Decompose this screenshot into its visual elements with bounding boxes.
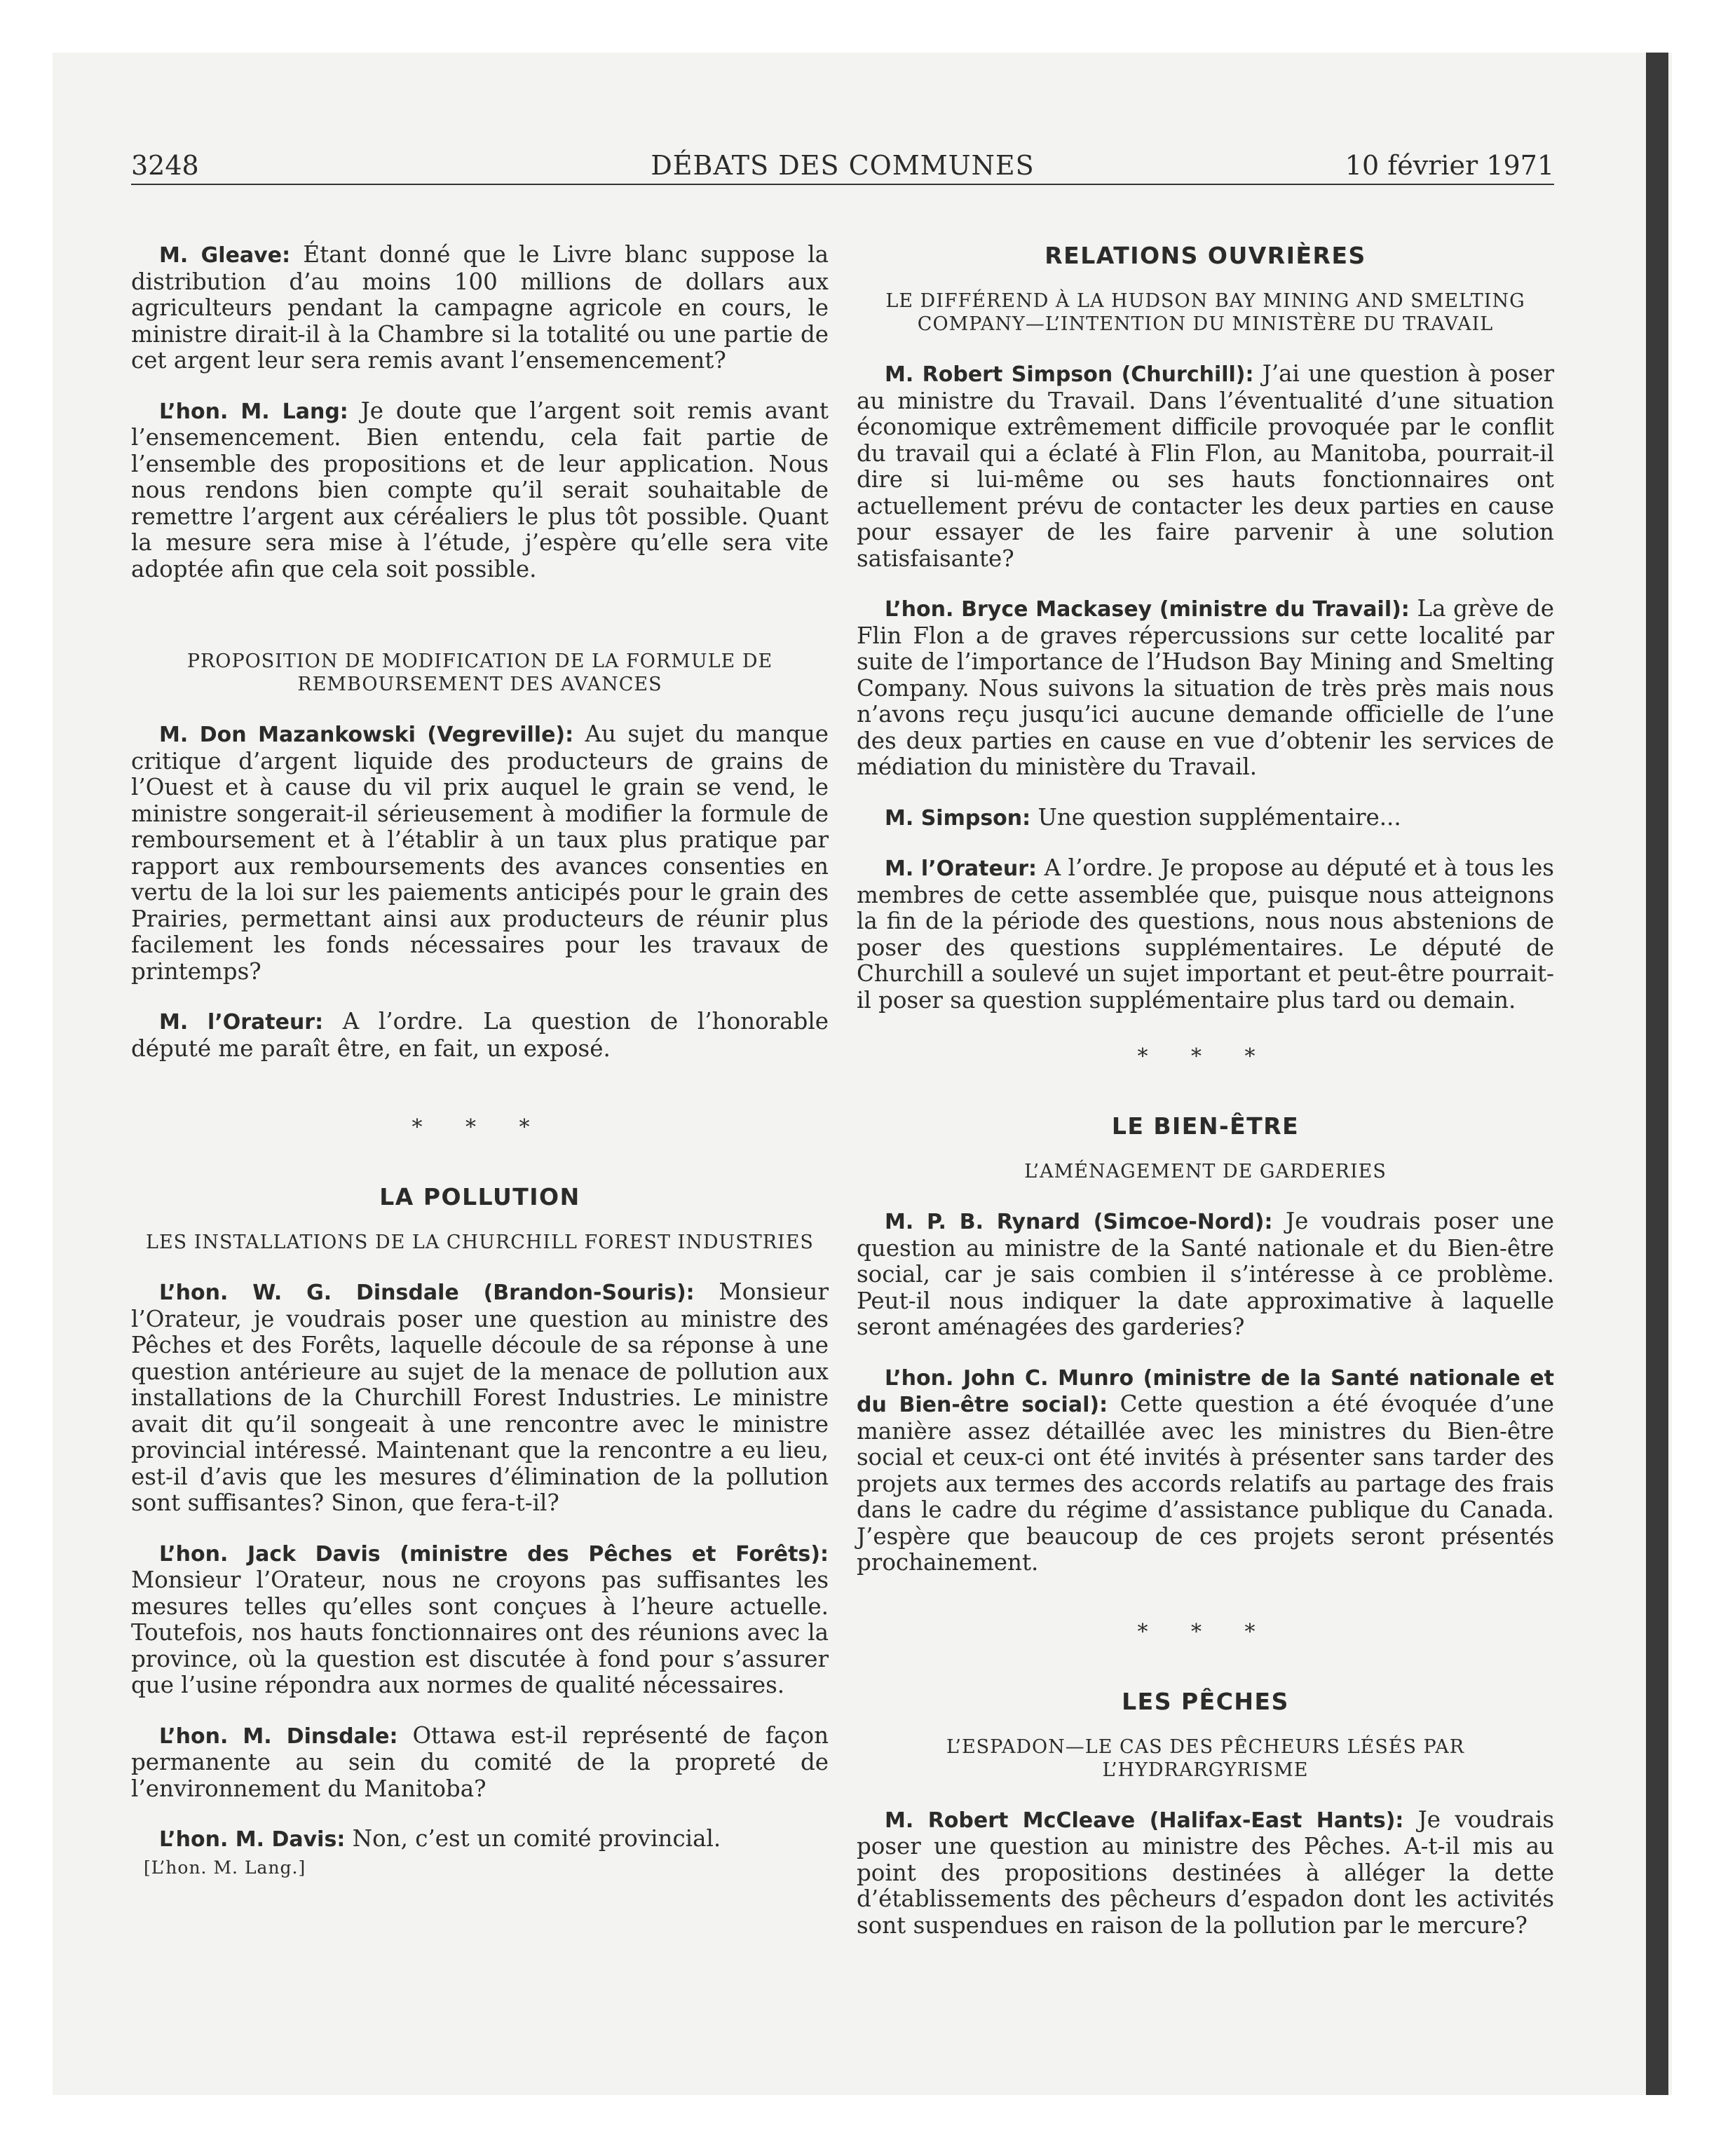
paragraph-text: Monsieur l’Orateur, je voudrais poser une question au ministre des Pêches et des Forêts, laquelle découle de sa réponse à une question antérieure au sujet de la menace de pollution aux installations de la Churchill Forest Industries. Le ministre avait dit qu’il songeait à une rencontre avec le ministre provincial intéressé. Maintenant que la rencontre a eu lieu, est-il d’avis que les mesures d’élimination de la pollution sont suffisantes? Sinon, que fera-t-il? [131, 1278, 829, 1516]
speaker-name: L’hon. W. G. Dinsdale (Brandon-Souris): [159, 1281, 695, 1305]
speaker-name: L’hon. Jack Davis (ministre des Pêches et Forêts): [159, 1541, 829, 1567]
page-number: 3248 [131, 150, 199, 181]
speaker-reference: [L’hon. M. Lang.] [144, 1857, 306, 1878]
paragraph [857, 1365, 1554, 1576]
speaker-name: M. Don Mazankowski (Vegreville): [159, 723, 574, 747]
paragraph [131, 1541, 829, 1699]
section-heading: LA POLLUTION [379, 1183, 580, 1210]
speaker-name: L’hon. M. Davis: [159, 1827, 346, 1852]
paragraph [857, 805, 1554, 832]
scan-edge [1646, 53, 1668, 2095]
paragraph [857, 1807, 1554, 1939]
speaker-name: L’hon. John C. Munro (ministre de la Santé nationale et du Bien-être social): [857, 1365, 1554, 1417]
running-header [131, 147, 1554, 185]
section-heading: RELATIONS OUVRIÈRES [1045, 242, 1366, 269]
paragraph [131, 1826, 829, 1853]
paragraph [131, 721, 829, 985]
paragraph [857, 361, 1554, 572]
paragraph [131, 398, 829, 583]
paragraph-text: A l’ordre. La question de l’honorable député me paraît être, en fait, un exposé. [131, 1008, 829, 1062]
section-separator: * * * [1137, 1619, 1274, 1644]
paragraph-text: Ottawa est-il représenté de façon permanente au sein du comité de la propreté de l’environnement du Manitoba? [131, 1721, 829, 1802]
section-subheading: L’AMÉNAGEMENT DE GARDERIES [1024, 1161, 1387, 1182]
paragraph-text: Étant donné que le Livre blanc suppose la distribution d’au moins 100 millions de dollars aux agriculteurs pendant la campagne agricole en cours, le ministre dirait-il à la Chambre si la totalité ou une partie de cet argent leur sera remis avant l’ensemencement? [131, 241, 829, 374]
speaker-name: M. Robert Simpson (Churchill): [885, 362, 1254, 387]
paragraph-text: Je doute que l’argent soit remis avant l’ensemencement. Bien entendu, cela fait partie de l’ensemble des propositions et de leur application. Nous nous rendons bien compte qu’il serait souhaitable de remettre l’argent aux céréaliers le plus tôt possible. Quant la mesure sera mise à l’étude, j’espère qu’elle sera vite adoptée afin que cela soit possible. [131, 397, 829, 582]
publication-title: DÉBATS DES COMMUNES [651, 150, 1035, 181]
speaker-name: M. Gleave: [159, 243, 291, 268]
paragraph [131, 1723, 829, 1803]
issue-date: 10 février 1971 [1345, 150, 1554, 181]
paragraph-text: Non, c’est un comité provincial. [345, 1825, 721, 1852]
paragraph [131, 242, 829, 374]
speaker-name: L’hon. M. Lang: [159, 399, 348, 424]
paragraph [857, 596, 1554, 781]
paragraph [131, 1009, 829, 1062]
speaker-name: M. Robert McCleave (Halifax-East Hants): [885, 1808, 1404, 1833]
paragraph [857, 1208, 1554, 1341]
right-column [857, 242, 1554, 1963]
paragraph-text: Monsieur l’Orateur, nous ne croyons pas suffisantes les mesures telles qu’elles sont conçues à l’heure actuelle. Toutefois, nos hauts fonctionnaires ont des réunions avec la province, où la question est discutée à fond pour s’assurer que l’usine répondra aux normes de qualité nécessaires. [131, 1567, 829, 1698]
paragraph [857, 855, 1554, 1014]
left-column [131, 242, 829, 1878]
section-heading: LES PÊCHES [1122, 1687, 1289, 1715]
paragraph-text: Je voudrais poser une question au ministre des Pêches. A-t-il mis au point des propositions destinées à alléger la dette d’établissements des pêcheurs d’espadon dont les activités sont suspendues en raison de la pollution par le mercure? [857, 1806, 1554, 1939]
section-subheading: LES INSTALLATIONS DE LA CHURCHILL FOREST INDUSTRIES [146, 1231, 814, 1253]
speaker-name: M. P. B. Rynard (Simcoe-Nord): [885, 1210, 1273, 1234]
paragraph-text: Une question supplémentaire... [1030, 803, 1401, 831]
section-heading: LE BIEN-ÊTRE [1111, 1112, 1300, 1140]
section-subheading: L’ESPADON—LE CAS DES PÊCHEURS LÉSÉS PAR L’HYDRARGYRISME [946, 1735, 1465, 1781]
speaker-name: M. Simpson: [885, 805, 1031, 831]
speaker-name: M. l’Orateur: [885, 857, 1037, 881]
speaker-name: L’hon. Bryce Mackasey (ministre du Travail): [885, 597, 1410, 622]
section-subheading: LE DIFFÉREND À LA HUDSON BAY MINING AND SMELTING COMPANY—L’INTENTION DU MINISTÈRE DU TRAVAIL [885, 290, 1525, 335]
speaker-name: M. l’Orateur: [159, 1010, 324, 1035]
section-separator: * * * [1137, 1044, 1274, 1069]
paragraph-text: Je voudrais poser une question au ministre de la Santé nationale et du Bien-être social, car je sais combien il s’intéresse à ce problème. Peut-il nous indiquer la date approximative à laquelle seront aménagées des garderies? [857, 1208, 1554, 1340]
paragraph [131, 1279, 829, 1517]
paragraph-text: A l’ordre. Je propose au député et à tous les membres de cette assemblée que, puisque nous atteignons la fin de la période des questions, nous nous abstenions de poser des questions supplémentaires. Le député de Churchill a soulevé un sujet important et peut-être pourrait-il poser sa question supplémentaire plus tard ou demain. [857, 854, 1554, 1014]
paragraph-text: J’ai une question à poser au ministre du Travail. Dans l’éventualité d’une situation économique extrêmement difficile provoquée par le conflit du travail qui a éclaté à Flin Flon, au Manitoba, pourrait-il dire si lui-même ou ses hauts fonctionnaires ont actuellement prévu de contacter les deux parties en cause pour essayer de les faire parvenir à une solution satisfaisante? [857, 360, 1554, 572]
speaker-name: L’hon. M. Dinsdale: [159, 1724, 398, 1749]
paragraph-text: La grève de Flin Flon a de graves répercussions sur cette localité par suite de l’importance de l’Hudson Bay Mining and Smelting Company. Nous suivons la situation de très près mais nous n’avons reçu jusqu’ici aucune demande officielle de l’une des deux parties en cause en vue d’obtenir les services de médiation du ministère du Travail. [857, 595, 1554, 780]
paragraph-text: Cette question a été évoquée d’une manière assez détaillée avec les ministres du Bien-être social et ceux-ci ont été invités à présenter sans tarder des projets aux termes des accords relatifs au partage des frais dans le cadre du régime d’assistance publique du Canada. J’espère que beaucoup de ces projets seront présentés prochainement. [857, 1391, 1555, 1576]
section-separator: * * * [411, 1115, 548, 1140]
section-subheading: PROPOSITION DE MODIFICATION DE LA FORMULE DE REMBOURSEMENT DES AVANCES [186, 650, 773, 695]
paragraph-text: Au sujet du manque critique d’argent liquide des producteurs de grains de l’Ouest et à cause du vil prix auquel le grain se vend, le ministre songerait-il sérieusement à modifier la formule de remboursement et à l’établir à un taux plus pratique par rapport aux remboursements des avances consenties en vertu de la loi sur les paiements anticipés pour le grain des Prairies, permettant ainsi aux producteurs de réunir plus facilement les fonds nécessaires pour les travaux de printemps? [131, 721, 829, 985]
